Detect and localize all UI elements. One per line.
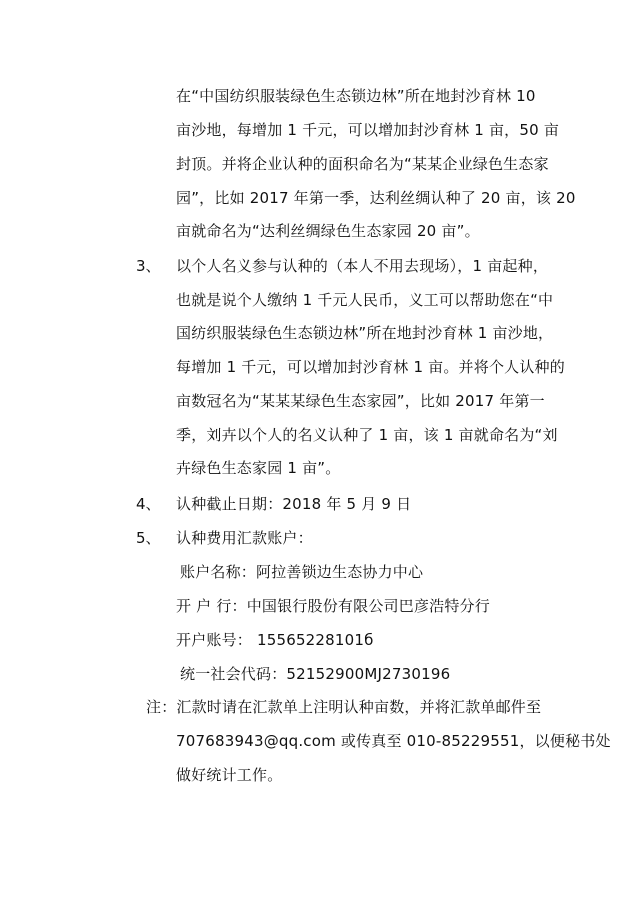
- paragraph-line: 封顶。并将企业认种的面积命名为“某某企业绿色生态家: [176, 155, 549, 173]
- list-number: 4、: [136, 495, 161, 513]
- list-number: 5、: [136, 529, 161, 547]
- bank-name: 开 户 行：中国银行股份有限公司巴彦浩特分行: [176, 597, 490, 615]
- list-item-line: 国纺织服装绿色生态锁边林”所在地封沙育林 1 亩沙地，: [176, 324, 554, 342]
- deadline-text: 认种截止日期：2018 年 5 月 9 日: [176, 495, 412, 513]
- paragraph-line: 亩沙地，每增加 1 千元，可以增加封沙育林 1 亩，50 亩: [176, 121, 560, 139]
- note-line: 做好统计工作。: [176, 766, 283, 784]
- list-item-line: 也就是说个人缴纳 1 千元人民币，义工可以帮助您在“中: [176, 291, 554, 309]
- list-item-line: 以个人名义参与认种的（本人不用去现场），1 亩起种，: [176, 257, 549, 275]
- note-line: 707683943@qq.com 或传真至 010-85229551，以便秘书处: [176, 732, 611, 750]
- list-item-line: 卉绿色生态家园 1 亩”。: [176, 459, 341, 477]
- account-name: 账户名称：阿拉善锁边生态协力中心: [180, 563, 424, 581]
- list-item-line: 亩数冠名为“某某某绿色生态家园”，比如 2017 年第一: [176, 392, 545, 410]
- list-item-line: 季，刘卉以个人的名义认种了 1 亩，该 1 亩就命名为“刘: [176, 426, 558, 444]
- list-number: 3、: [136, 257, 161, 275]
- credit-code: 统一社会代码：52152900MJ2730196: [180, 665, 451, 683]
- paragraph-line: 园”，比如 2017 年第一季，达利丝绸认种了 20 亩，该 20: [176, 189, 576, 207]
- account-heading: 认种费用汇款账户：: [176, 529, 313, 547]
- note-line: 注：汇款时请在汇款单上注明认种亩数，并将汇款单邮件至: [146, 698, 542, 716]
- paragraph-line: 在“中国纺织服装绿色生态锁边林”所在地封沙育林 10: [176, 87, 536, 105]
- list-item-line: 每增加 1 千元，可以增加封沙育林 1 亩。并将个人认种的: [176, 358, 565, 376]
- paragraph-line: 亩就命名为“达利丝绸绿色生态家园 20 亩”。: [176, 222, 480, 240]
- account-number: 开户账号： 15565228101б: [176, 631, 374, 649]
